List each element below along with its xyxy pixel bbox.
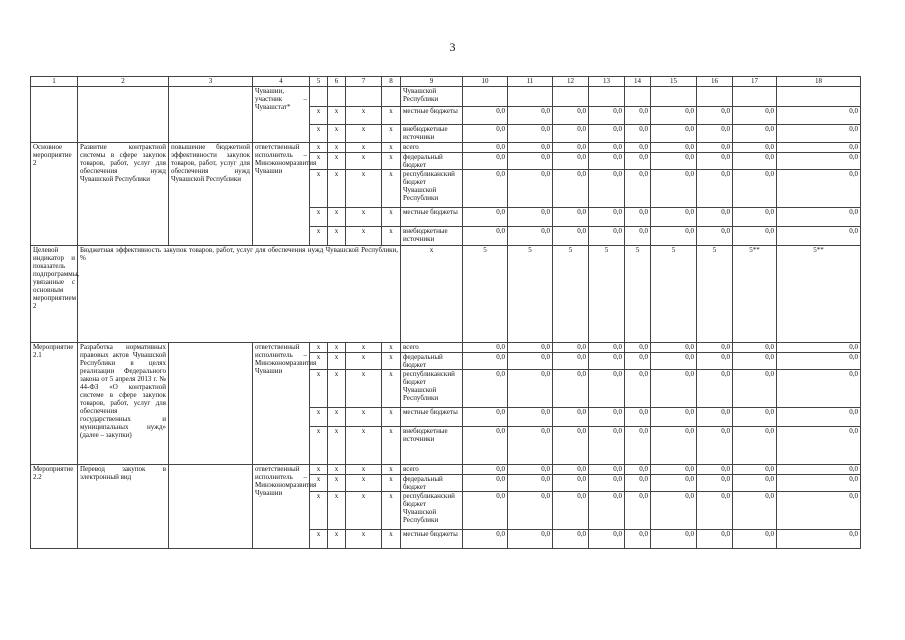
value-cell: 0,0	[733, 170, 777, 208]
value-cell: 5	[625, 246, 651, 343]
value-cell: 0,0	[777, 370, 861, 408]
x-cell: x	[328, 170, 346, 208]
header-cell: 18	[777, 77, 861, 87]
x-cell: x	[328, 530, 346, 549]
value-cell: 5	[553, 246, 589, 343]
value-cell: 0,0	[463, 143, 508, 153]
value-cell: 0,0	[697, 475, 733, 492]
value-cell: 5**	[733, 246, 777, 343]
value-cell: 5	[651, 246, 697, 343]
x-cell: x	[382, 530, 401, 549]
value-cell: 0,0	[625, 530, 651, 549]
x-cell: x	[346, 208, 382, 227]
header-cell: 17	[733, 77, 777, 87]
value-cell: 0,0	[651, 143, 697, 153]
funding-source-cell: всего	[401, 465, 463, 475]
value-cell: 0,0	[508, 208, 553, 227]
value-cell: 0,0	[463, 370, 508, 408]
value-cell: 0,0	[651, 353, 697, 370]
value-cell: 0,0	[777, 343, 861, 353]
cell	[382, 87, 401, 107]
cell	[346, 87, 382, 107]
value-cell: 0,0	[553, 125, 589, 143]
value-cell: 0,0	[463, 465, 508, 475]
value-cell: 0,0	[777, 125, 861, 143]
value-cell: 0,0	[777, 143, 861, 153]
value-cell: 0,0	[589, 227, 625, 246]
value-cell: 0,0	[651, 475, 697, 492]
value-cell: 0,0	[625, 465, 651, 475]
value-cell: 0,0	[589, 143, 625, 153]
x-cell: x	[346, 353, 382, 370]
value-cell: 0,0	[733, 492, 777, 530]
header-cell: 3	[169, 77, 253, 87]
value-cell: 0,0	[651, 465, 697, 475]
x-cell: x	[310, 343, 328, 353]
value-cell: 0,0	[777, 153, 861, 170]
x-cell: x	[328, 465, 346, 475]
value-cell: 0,0	[508, 143, 553, 153]
x-cell: x	[310, 465, 328, 475]
value-cell: 0,0	[589, 530, 625, 549]
funding-source-cell: федеральный бюджет	[401, 153, 463, 170]
indicator-text-cell: Бюджетная эффективность закупок товаров, работ, услуг для обеспечения нужд Чувашской Республики, %	[78, 246, 401, 343]
value-cell: 0,0	[508, 107, 553, 125]
value-cell: 0,0	[553, 475, 589, 492]
x-cell: x	[310, 153, 328, 170]
x-cell: x	[346, 475, 382, 492]
funding-source-cell: федеральный бюджет	[401, 353, 463, 370]
value-cell: 0,0	[697, 465, 733, 475]
responsible-cell: ответственный исполнитель – Минэкономразвития Чувашии	[253, 465, 310, 549]
value-cell: 0,0	[651, 530, 697, 549]
table-row	[31, 343, 861, 353]
x-cell: x	[328, 492, 346, 530]
x-cell: x	[310, 530, 328, 549]
header-cell: 7	[346, 77, 382, 87]
value-cell: 0,0	[589, 170, 625, 208]
value-cell: 0,0	[697, 125, 733, 143]
x-cell: x	[310, 125, 328, 143]
value-cell: 0,0	[553, 530, 589, 549]
x-cell: x	[382, 227, 401, 246]
x-cell: x	[328, 343, 346, 353]
value-cell: 0,0	[625, 153, 651, 170]
funding-source-cell: всего	[401, 143, 463, 153]
value-cell: 0,0	[651, 227, 697, 246]
header-cell: 4	[253, 77, 310, 87]
value-cell: 0,0	[733, 475, 777, 492]
table-body	[31, 77, 861, 549]
value-cell: 0,0	[777, 465, 861, 475]
value-cell: 0,0	[463, 530, 508, 549]
value-cell: 0,0	[463, 227, 508, 246]
value-cell: 0,0	[697, 492, 733, 530]
value-cell: 0,0	[697, 107, 733, 125]
x-cell: x	[328, 153, 346, 170]
value-cell: 0,0	[589, 107, 625, 125]
responsible-cell: Чувашии, участник – Чувашстат*	[253, 87, 310, 143]
value-cell: 0,0	[697, 153, 733, 170]
x-cell: x	[346, 153, 382, 170]
value-cell: 0,0	[777, 170, 861, 208]
value-cell: 0,0	[697, 170, 733, 208]
value-cell: 0,0	[508, 125, 553, 143]
measure-goal-cell	[169, 343, 253, 465]
value-cell: 0,0	[777, 475, 861, 492]
value-cell: 0,0	[589, 427, 625, 465]
value-cell: 0,0	[508, 427, 553, 465]
program-financing-table	[30, 76, 861, 549]
x-cell: x	[382, 153, 401, 170]
value-cell: 0,0	[777, 107, 861, 125]
value-cell: 0,0	[733, 427, 777, 465]
value-cell: 0,0	[777, 227, 861, 246]
value-cell: 0,0	[651, 343, 697, 353]
value-cell: 0,0	[651, 492, 697, 530]
x-cell: x	[328, 475, 346, 492]
value-cell: 0,0	[651, 170, 697, 208]
x-cell: x	[382, 170, 401, 208]
funding-source-cell: федеральный бюджет	[401, 475, 463, 492]
x-cell: x	[328, 408, 346, 427]
value-cell: 0,0	[733, 370, 777, 408]
x-cell: x	[346, 227, 382, 246]
funding-source-cell: местные бюджеты	[401, 107, 463, 125]
header-cell: 6	[328, 77, 346, 87]
value-cell: 0,0	[733, 143, 777, 153]
funding-source-cell: Чувашской Республики	[401, 87, 463, 107]
x-cell: x	[328, 227, 346, 246]
value-cell: 0,0	[733, 125, 777, 143]
value-cell: 0,0	[589, 343, 625, 353]
value-cell: 0,0	[553, 208, 589, 227]
funding-source-cell: местные бюджеты	[401, 408, 463, 427]
value-cell: 0,0	[651, 208, 697, 227]
value-cell: 0,0	[625, 125, 651, 143]
value-cell: 0,0	[777, 408, 861, 427]
measure-goal-cell	[169, 465, 253, 549]
measure-name-cell: Основное мероприятие 2	[31, 143, 78, 246]
value-cell: 0,0	[508, 475, 553, 492]
value-cell: 0,0	[777, 208, 861, 227]
measure-name-cell: Мероприятие 2.2	[31, 465, 78, 549]
funding-source-cell: местные бюджеты	[401, 208, 463, 227]
value-cell: 0,0	[733, 530, 777, 549]
x-cell: x	[328, 208, 346, 227]
funding-source-cell: внебюджетные источники	[401, 227, 463, 246]
x-cell: x	[346, 427, 382, 465]
value-cell: 0,0	[589, 492, 625, 530]
value-cell: 0,0	[553, 143, 589, 153]
value-cell: 0,0	[733, 107, 777, 125]
value-cell: 0,0	[508, 465, 553, 475]
responsible-cell: ответственный исполнитель – Минэкономразвития Чувашии	[253, 143, 310, 246]
value-cell: 0,0	[463, 408, 508, 427]
x-cell: x	[382, 492, 401, 530]
target-indicator-row	[31, 246, 861, 343]
x-cell: x	[382, 208, 401, 227]
header-cell: 1	[31, 77, 78, 87]
x-cell: x	[310, 427, 328, 465]
value-cell: 0,0	[463, 343, 508, 353]
x-cell: x	[346, 408, 382, 427]
funding-source-cell: республиканский бюджет Чувашской Республики	[401, 492, 463, 530]
value-cell: 0,0	[697, 370, 733, 408]
x-cell: x	[382, 408, 401, 427]
x-cell: x	[382, 370, 401, 408]
indicator-label-cell: Целевой индикатор и показатель подпрограммы, увязанные с основным мероприятием 2	[31, 246, 78, 343]
x-cell: x	[346, 170, 382, 208]
value-cell: 0,0	[733, 153, 777, 170]
cell	[310, 87, 328, 107]
value-cell: 0,0	[589, 153, 625, 170]
value-cell: 0,0	[697, 143, 733, 153]
x-cell: x	[310, 353, 328, 370]
x-cell: x	[382, 475, 401, 492]
measure-description-cell: Развитие контрактной системы в сфере закупок товаров, работ, услуг для обеспечения нужд Чувашской Республики	[78, 143, 169, 246]
funding-source-cell: внебюджетные источники	[401, 125, 463, 143]
x-cell: x	[401, 246, 463, 343]
x-cell: x	[310, 170, 328, 208]
header-cell: 15	[651, 77, 697, 87]
value-cell: 0,0	[697, 427, 733, 465]
header-cell: 11	[508, 77, 553, 87]
value-cell: 0,0	[697, 227, 733, 246]
header-cell: 2	[78, 77, 169, 87]
measure-description-cell: Перевод закупок в электронный вид	[78, 465, 169, 549]
x-cell: x	[310, 208, 328, 227]
value-cell: 0,0	[651, 107, 697, 125]
value-cell: 0,0	[777, 530, 861, 549]
x-cell: x	[328, 427, 346, 465]
funding-source-cell: местные бюджеты	[401, 530, 463, 549]
x-cell: x	[382, 427, 401, 465]
header-cell: 14	[625, 77, 651, 87]
x-cell: x	[346, 125, 382, 143]
x-cell: x	[346, 343, 382, 353]
value-cell: 0,0	[733, 408, 777, 427]
value-cell: 0,0	[553, 153, 589, 170]
x-cell: x	[346, 530, 382, 549]
x-cell: x	[346, 492, 382, 530]
value-cell: 0,0	[651, 153, 697, 170]
x-cell: x	[346, 143, 382, 153]
value-cell: 0,0	[553, 343, 589, 353]
measure-goal-cell: повышение бюджетной эффективности закупок товаров, работ, услуг для обеспечения нужд Чувашской Республики	[169, 143, 253, 246]
value-cell: 0,0	[625, 343, 651, 353]
value-cell: 0,0	[733, 227, 777, 246]
value-cell: 0,0	[777, 353, 861, 370]
x-cell: x	[346, 465, 382, 475]
value-cell: 0,0	[589, 370, 625, 408]
value-cell: 0,0	[625, 475, 651, 492]
x-cell: x	[382, 343, 401, 353]
value-cell: 0,0	[625, 170, 651, 208]
value-cell: 0,0	[625, 227, 651, 246]
value-cell: 0,0	[777, 492, 861, 530]
value-cell: 0,0	[697, 353, 733, 370]
value-cell: 0,0	[589, 208, 625, 227]
x-cell: x	[328, 125, 346, 143]
header-cell: 12	[553, 77, 589, 87]
value-cell: 0,0	[697, 343, 733, 353]
x-cell: x	[310, 143, 328, 153]
value-cell: 0,0	[553, 465, 589, 475]
value-cell: 0,0	[697, 408, 733, 427]
value-cell: 0,0	[463, 475, 508, 492]
value-cell: 0,0	[463, 427, 508, 465]
x-cell: x	[382, 353, 401, 370]
value-cell: 5	[508, 246, 553, 343]
x-cell: x	[328, 370, 346, 408]
x-cell: x	[382, 143, 401, 153]
value-cell: 0,0	[463, 492, 508, 530]
funding-source-cell: республиканский бюджет Чувашской Республики	[401, 370, 463, 408]
x-cell: x	[310, 475, 328, 492]
value-cell: 0,0	[553, 107, 589, 125]
x-cell: x	[346, 370, 382, 408]
value-cell: 0,0	[553, 170, 589, 208]
value-cell: 0,0	[625, 370, 651, 408]
x-cell: x	[328, 143, 346, 153]
x-cell: x	[328, 107, 346, 125]
page-number: 3	[449, 40, 456, 54]
value-cell: 0,0	[733, 353, 777, 370]
x-cell: x	[382, 465, 401, 475]
funding-source-cell: внебюджетные источники	[401, 427, 463, 465]
value-cell: 0,0	[508, 170, 553, 208]
header-cell: 10	[463, 77, 508, 87]
value-cell: 0,0	[651, 370, 697, 408]
value-cell: 0,0	[589, 465, 625, 475]
x-cell: x	[328, 353, 346, 370]
value-cell: 0,0	[625, 492, 651, 530]
header-cell: 8	[382, 77, 401, 87]
x-cell: x	[382, 125, 401, 143]
value-cell: 0,0	[625, 208, 651, 227]
value-cell: 5	[589, 246, 625, 343]
value-cell: 0,0	[625, 353, 651, 370]
cell	[31, 87, 78, 143]
header-cell: 9	[401, 77, 463, 87]
funding-source-cell: всего	[401, 343, 463, 353]
funding-source-cell: республиканский бюджет Чувашской Республики	[401, 170, 463, 208]
value-cell: 0,0	[589, 125, 625, 143]
column-number-row	[31, 77, 861, 87]
value-cell: 0,0	[697, 530, 733, 549]
value-cell: 5	[697, 246, 733, 343]
value-cell: 0,0	[553, 227, 589, 246]
x-cell: x	[310, 227, 328, 246]
value-cell: 0,0	[589, 408, 625, 427]
table-row	[31, 143, 861, 153]
cell	[169, 87, 253, 143]
value-cell: 0,0	[463, 208, 508, 227]
x-cell: x	[310, 492, 328, 530]
value-cell: 0,0	[508, 153, 553, 170]
header-cell: 13	[589, 77, 625, 87]
value-cell: 0,0	[553, 492, 589, 530]
value-cell: 0,0	[625, 107, 651, 125]
value-cell: 0,0	[651, 408, 697, 427]
value-cell: 0,0	[625, 143, 651, 153]
value-cell: 0,0	[463, 353, 508, 370]
value-cell: 0,0	[777, 427, 861, 465]
header-cell: 16	[697, 77, 733, 87]
value-cell: 0,0	[508, 343, 553, 353]
value-cell: 0,0	[508, 492, 553, 530]
value-cell: 0,0	[463, 170, 508, 208]
value-cell: 5	[463, 246, 508, 343]
cell	[78, 87, 169, 143]
x-cell: x	[382, 107, 401, 125]
value-cell: 0,0	[508, 530, 553, 549]
value-cell: 0,0	[463, 107, 508, 125]
measure-description-cell: Разработка нормативных правовых актов Чувашской Республики в целях реализации Федерального закона от 5 апреля 2013 г. № 44-ФЗ «О контрактной системе в сфере закупок товаров, работ, услуг для обеспечения государственных и муниципальных нужд» (далее – закупки)	[78, 343, 169, 465]
value-cell: 0,0	[463, 153, 508, 170]
x-cell: x	[310, 107, 328, 125]
value-cell: 0,0	[651, 125, 697, 143]
value-cell: 0,0	[553, 427, 589, 465]
table-row	[31, 465, 861, 475]
value-cell: 0,0	[553, 370, 589, 408]
value-cell: 0,0	[508, 370, 553, 408]
value-cell: 0,0	[553, 353, 589, 370]
value-cell: 5**	[777, 246, 861, 343]
header-cell: 5	[310, 77, 328, 87]
value-cell: 0,0	[625, 408, 651, 427]
table-row	[31, 87, 861, 107]
value-cell: 0,0	[508, 227, 553, 246]
value-cell: 0,0	[733, 465, 777, 475]
value-cell: 0,0	[508, 353, 553, 370]
value-cell: 0,0	[697, 208, 733, 227]
responsible-cell: ответственный исполнитель – Минэкономразвития Чувашии	[253, 343, 310, 465]
value-cell: 0,0	[589, 353, 625, 370]
value-cell: 0,0	[733, 343, 777, 353]
value-cell: 0,0	[463, 125, 508, 143]
value-cell: 0,0	[625, 427, 651, 465]
measure-name-cell: Мероприятие 2.1	[31, 343, 78, 465]
value-cell: 0,0	[651, 427, 697, 465]
value-cell: 0,0	[589, 475, 625, 492]
x-cell: x	[310, 370, 328, 408]
cell	[328, 87, 346, 107]
x-cell: x	[346, 107, 382, 125]
value-cell: 0,0	[553, 408, 589, 427]
value-cell: 0,0	[733, 208, 777, 227]
value-cell: 0,0	[508, 408, 553, 427]
x-cell: x	[310, 408, 328, 427]
